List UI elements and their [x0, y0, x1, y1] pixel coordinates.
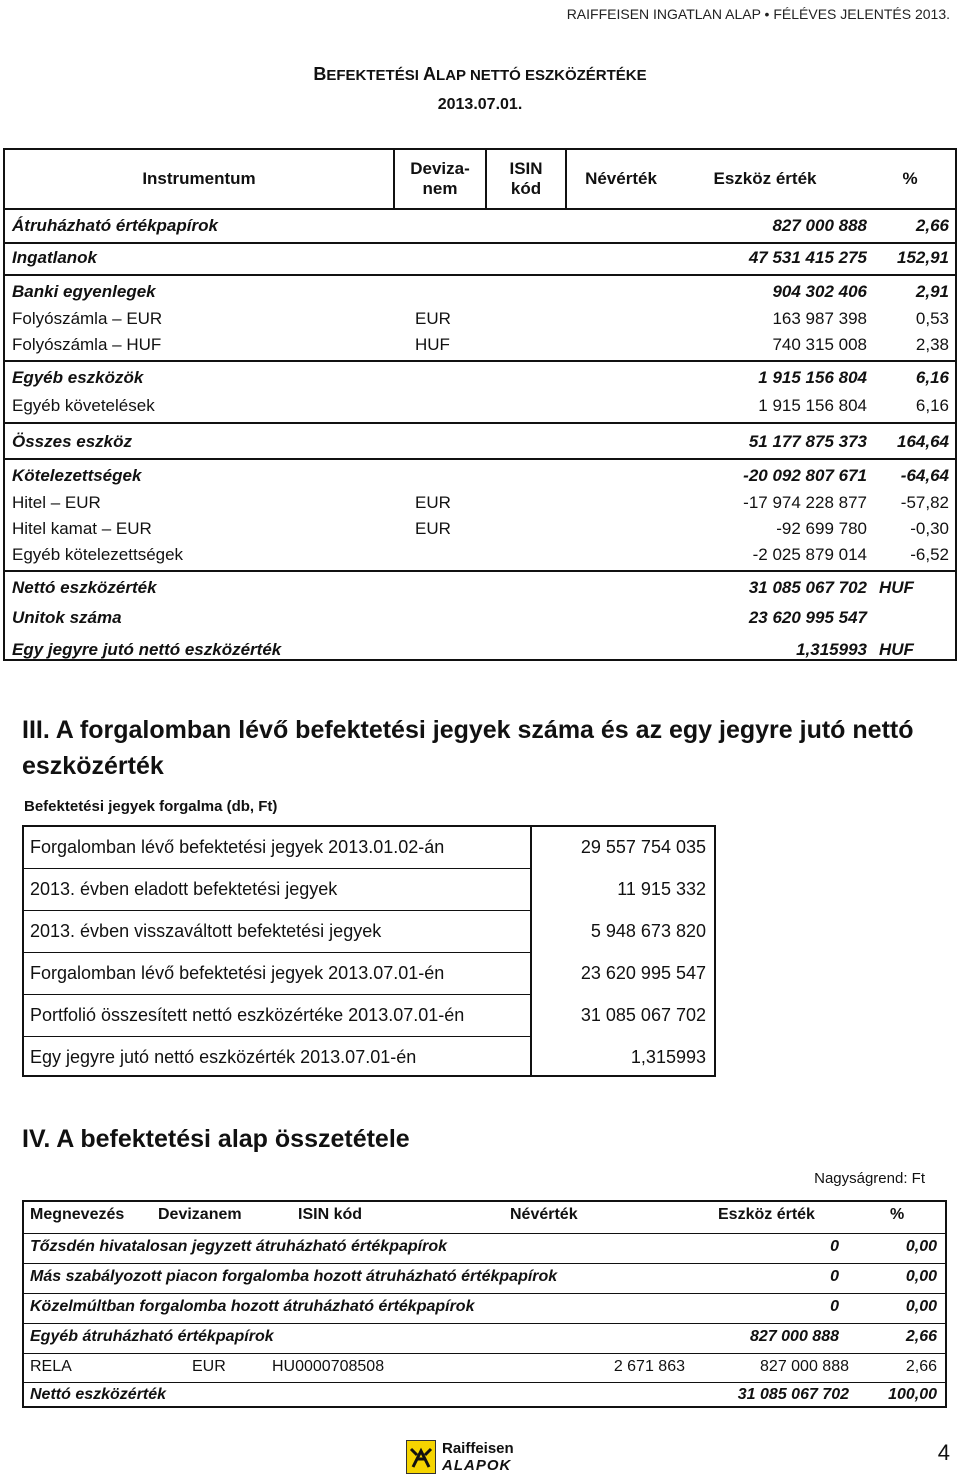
net-asset-value-table	[3, 148, 957, 661]
col-instrument: Instrumentum	[142, 169, 256, 188]
summary-row: Egy jegyre jutó nettó eszközérték 1,315993 HUF	[12, 640, 914, 659]
col-percent: %	[902, 169, 918, 188]
fund-composition-table	[22, 1200, 947, 1408]
table-row: Hitel – EUR EUR -17 974 228 877 -57,82	[12, 493, 949, 512]
document-title: BEFEKTETÉSI ALAP NETTÓ ESZKÖZÉRTÉKE	[313, 64, 647, 84]
document-date: 2013.07.01.	[437, 96, 523, 113]
table-row: RELA EUR HU0000708508 2 671 863 827 000 888 2,66	[30, 1358, 937, 1375]
col-asset-value: Eszköz érték	[713, 169, 817, 188]
magnitude-note: Nagyságrend: Ft	[814, 1170, 925, 1187]
col-nominal: Névérték	[585, 169, 657, 188]
table-row: Kötelezettségek -20 092 807 671 -64,64	[12, 466, 949, 485]
raiffeisen-logo: Raiffeisen ALAPOK	[406, 1440, 526, 1480]
section-3-heading: III. A forgalomban lévő befektetési jegyek száma és az egy jegyre jutó nettó eszközérték	[22, 716, 914, 780]
table-row: Tőzsdén hivatalosan jegyzett átruházható értékpapírok 0 0,00	[30, 1238, 937, 1255]
section-4-heading: IV. A befektetési alap összetétele	[22, 1125, 410, 1153]
table-header: Megnevezés Devizanem ISIN kód Névérték Eszköz érték %	[30, 1206, 905, 1223]
table-row: Folyószámla – HUF HUF 740 315 008 2,38	[12, 335, 949, 354]
summary-row: Nettó eszközérték 31 085 067 702 HUF	[12, 578, 914, 597]
table-row: Hitel kamat – EUR EUR -92 699 780 -0,30	[12, 519, 949, 538]
raiffeisen-logo-icon	[406, 1440, 436, 1474]
table-row: Átruházható értékpapírok 827 000 888 2,66	[12, 216, 949, 235]
running-header: RAIFFEISEN INGATLAN ALAP • FÉLÉVES JELENTÉS 2013.	[566, 6, 950, 22]
table-header	[5, 150, 955, 210]
table-row: Közelmúltban forgalomba hozott átruházható értékpapírok 0 0,00	[30, 1298, 937, 1315]
page-number: 4	[937, 1440, 950, 1465]
table-row: Más szabályozott piacon forgalomba hozott átruházható értékpapírok 0 0,00	[30, 1268, 937, 1285]
col-isin: ISIN kód	[509, 159, 543, 198]
summary-row: Unitok száma 23 620 995 547	[12, 608, 867, 627]
table-row: Banki egyenlegek 904 302 406 2,91	[12, 282, 949, 301]
table-row: Ingatlanok 47 531 415 275 152,91	[12, 248, 949, 267]
table-row: Egyéb kötelezettségek -2 025 879 014 -6,52	[12, 545, 949, 564]
fund-units-table: Forgalomban lévő befektetési jegyek 2013.01.02-án 29 557 754 035 2013. évben eladott befektetési jegyek 11 915 332 2013. évben visszaváltott befektetési jegyek 5 948 673 820 Forgalomban lévő befektetési jegyek 2013.07.01-én 23 620 995 547 Portfolió összesített nettó eszközértéke 2013.07.01-én 31 085 067 702 Egy jegyre jutó nettó eszközérték 2013.07.01-én 1,315993	[22, 825, 716, 1077]
table-row: Egyéb követelések 1 915 156 804 6,16	[12, 396, 949, 415]
table-row: Összes eszköz 51 177 875 373 164,64	[12, 432, 949, 451]
table-row: Folyószámla – EUR EUR 163 987 398 0,53	[12, 309, 949, 328]
section-3-subtitle: Befektetési jegyek forgalma (db, Ft)	[24, 798, 278, 815]
table-row: Nettó eszközérték 31 085 067 702 100,00	[30, 1386, 937, 1403]
table-row: Egyéb eszközök 1 915 156 804 6,16	[12, 368, 949, 387]
col-currency: Deviza- nem	[410, 159, 470, 198]
table-row: Egyéb átruházható értékpapírok 827 000 888 2,66	[30, 1328, 937, 1345]
